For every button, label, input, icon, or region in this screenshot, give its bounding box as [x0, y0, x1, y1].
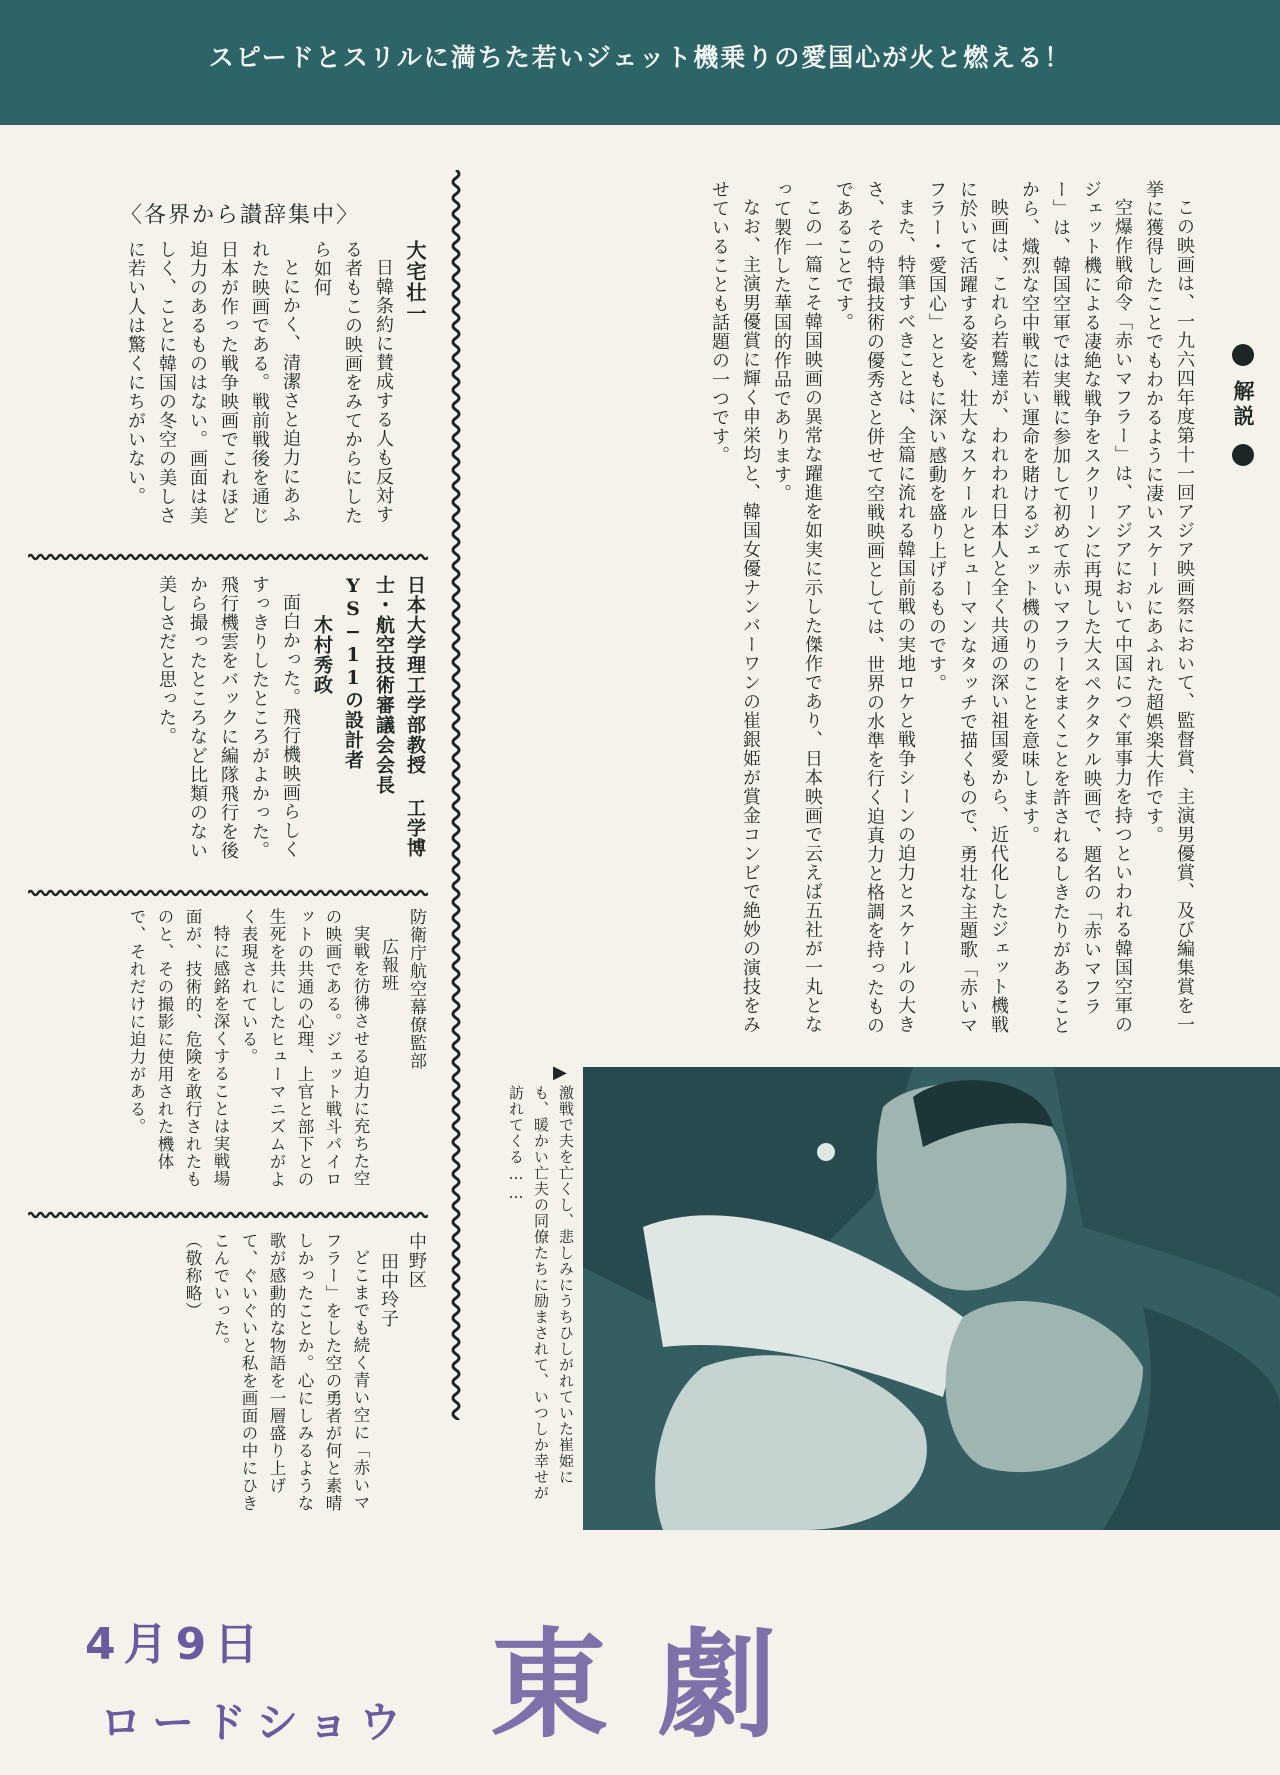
commentary-paragraph: 空爆作戦命令「赤いマフラー」は、アジアにおいて中国につぐ軍事力を持つといわれる韓国空軍のジェット機による凄絶な戦争をスクリーンに再現した大スペクタクル映画で、題名の「赤いマフラー」は、韓国空軍では実戦に参加して初めて赤いマフラーをまくことを許されるしきたりがあることから、熾烈な空中戦に若い運命を賭けるジェット機のりのことを意味します。	[1019, 180, 1133, 1035]
praise-block-3	[40, 908, 430, 1198]
praise-line: 日韓条約に賛成する人も反対する者もこの映画をみてからにしたら如何	[311, 240, 394, 525]
praise-block-4	[150, 1232, 430, 1512]
commentary-paragraph: また、特筆すべきことは、全篇に流れる韓国前戦の実地ロケと戦争シーンの迫力とスケールの大きさ、その特撮技術の優秀さと併せて空戦映画としては、世界の水準を行く迫真力と格調を持ったものであることです。	[833, 180, 916, 1035]
commentary-heading-block	[1228, 330, 1258, 590]
praise-affiliation: 日本大学理工学部教授 工学博士・航空技術審議会会長 YS−11の設計者	[342, 575, 426, 858]
praise-affiliation: 防衛庁航空幕僚監部	[406, 908, 426, 1070]
bullet-icon	[1232, 344, 1254, 366]
praise-block-1	[40, 240, 430, 540]
commentary-heading: 解説	[1231, 380, 1255, 430]
commentary-paragraph: この一篇こそ韓国映画の異常な躍進を如実に示した傑作であり、日本映画で云えば五社が一丸となって製作した華国的作品であります。	[771, 180, 823, 1034]
commentary-text-block	[704, 180, 1200, 1040]
commentary-paragraph: 映画は、これら若鷲達が、われわれ日本人と全く共通の深い祖国愛から、近代化したジェット機戦に於いて活躍する姿を、壮大なスケールとヒューマンなタッチで描くもので、勇壮な主題歌「赤いマフラー・愛国心」とともに深い感動を盛り上げるものです。	[926, 180, 1009, 1035]
horizontal-rope-divider	[28, 888, 428, 898]
praise-line: （敬称略）	[183, 1232, 202, 1320]
caption-arrow-icon: ▶	[553, 1062, 567, 1083]
horizontal-rope-divider	[28, 1210, 428, 1220]
praise-author: 大宅壮一	[403, 240, 427, 324]
film-still-illustration	[583, 1067, 1280, 1530]
film-still-photo	[583, 1067, 1280, 1530]
praise-author: 広報班	[378, 938, 398, 992]
praise-line: どこまでも続く青い空に「赤いマフラー」をした空の勇者が何と素晴しかったことか。心にしみるような歌が感動的な物語を一層盛り上げて、ぐいぐいと私を画面の中にひきこんでいった。	[211, 1232, 370, 1512]
praise-author: 田中玲子	[378, 1252, 399, 1328]
release-date: 4月9日	[85, 1619, 267, 1670]
commentary-paragraph: この映画は、一九六四年度第十一回アジア映画祭において、監督賞、主演男優賞、及び編集賞を一挙に獲得したことでもわかるように凄いスケールにあふれた超娯楽大作です。	[1143, 180, 1195, 1034]
praise-line: 特に感銘を深くすることは実戦場面が、技術的、危険を敢行されたものと、その撮影に使用された機体で、それだけに迫力がある。	[127, 908, 230, 1188]
praise-block-2	[40, 575, 430, 875]
commentary-paragraph: なお、主演男優賞に輝く申栄均と、韓国女優ナンバーワンの崔銀姫が賞金コンビで絶妙の演技をみせていることも話題の一つです。	[709, 180, 761, 1034]
praise-line: 実戦を彷彿させる迫力に充ちた空の映画である。ジェット戦斗パイロットの共通の心理、上官と部下との生死を共にしたヒューマニズムがよく表現されている。	[239, 908, 370, 1188]
praise-line: 面白かった。飛行機映画らしくすっきりしたところがよかった。飛行機雲をバックに編隊飛行を後から撮ったところなど比類のない美しさだと思った。	[156, 575, 301, 860]
praise-heading: 〈各界から讃辞集中〉	[119, 203, 360, 228]
banner-tagline: スピードとスリルに満ちた若いジェット機乗りの愛国心が火と燃える！	[208, 42, 1072, 72]
photo-caption: 激戦で夫を亡くし、悲しみにうちひしがれていた崔姫にも、暖かい亡夫の同僚たちに励まされて、いつしか幸せが訪れてくる……	[507, 1085, 575, 1501]
release-label: ロードショウ	[100, 1698, 412, 1747]
horizontal-rope-divider	[28, 552, 428, 562]
praise-line: とにかく、清潔さと迫力にあふれた映画である。戦前戦後を通じ日本が作った戦争映画でこれほど迫力のあるものはない。画面は美しく、ことに韓国の冬空の美しさに若い人は驚くにちがいない。	[125, 240, 301, 525]
praise-affiliation: 中野区	[406, 1232, 427, 1289]
top-banner	[0, 0, 1280, 125]
vertical-rope-divider	[449, 170, 463, 1420]
theater-stamp: 東劇	[490, 1615, 827, 1754]
praise-author: 木村秀政	[311, 615, 333, 695]
bullet-icon	[1232, 444, 1254, 466]
